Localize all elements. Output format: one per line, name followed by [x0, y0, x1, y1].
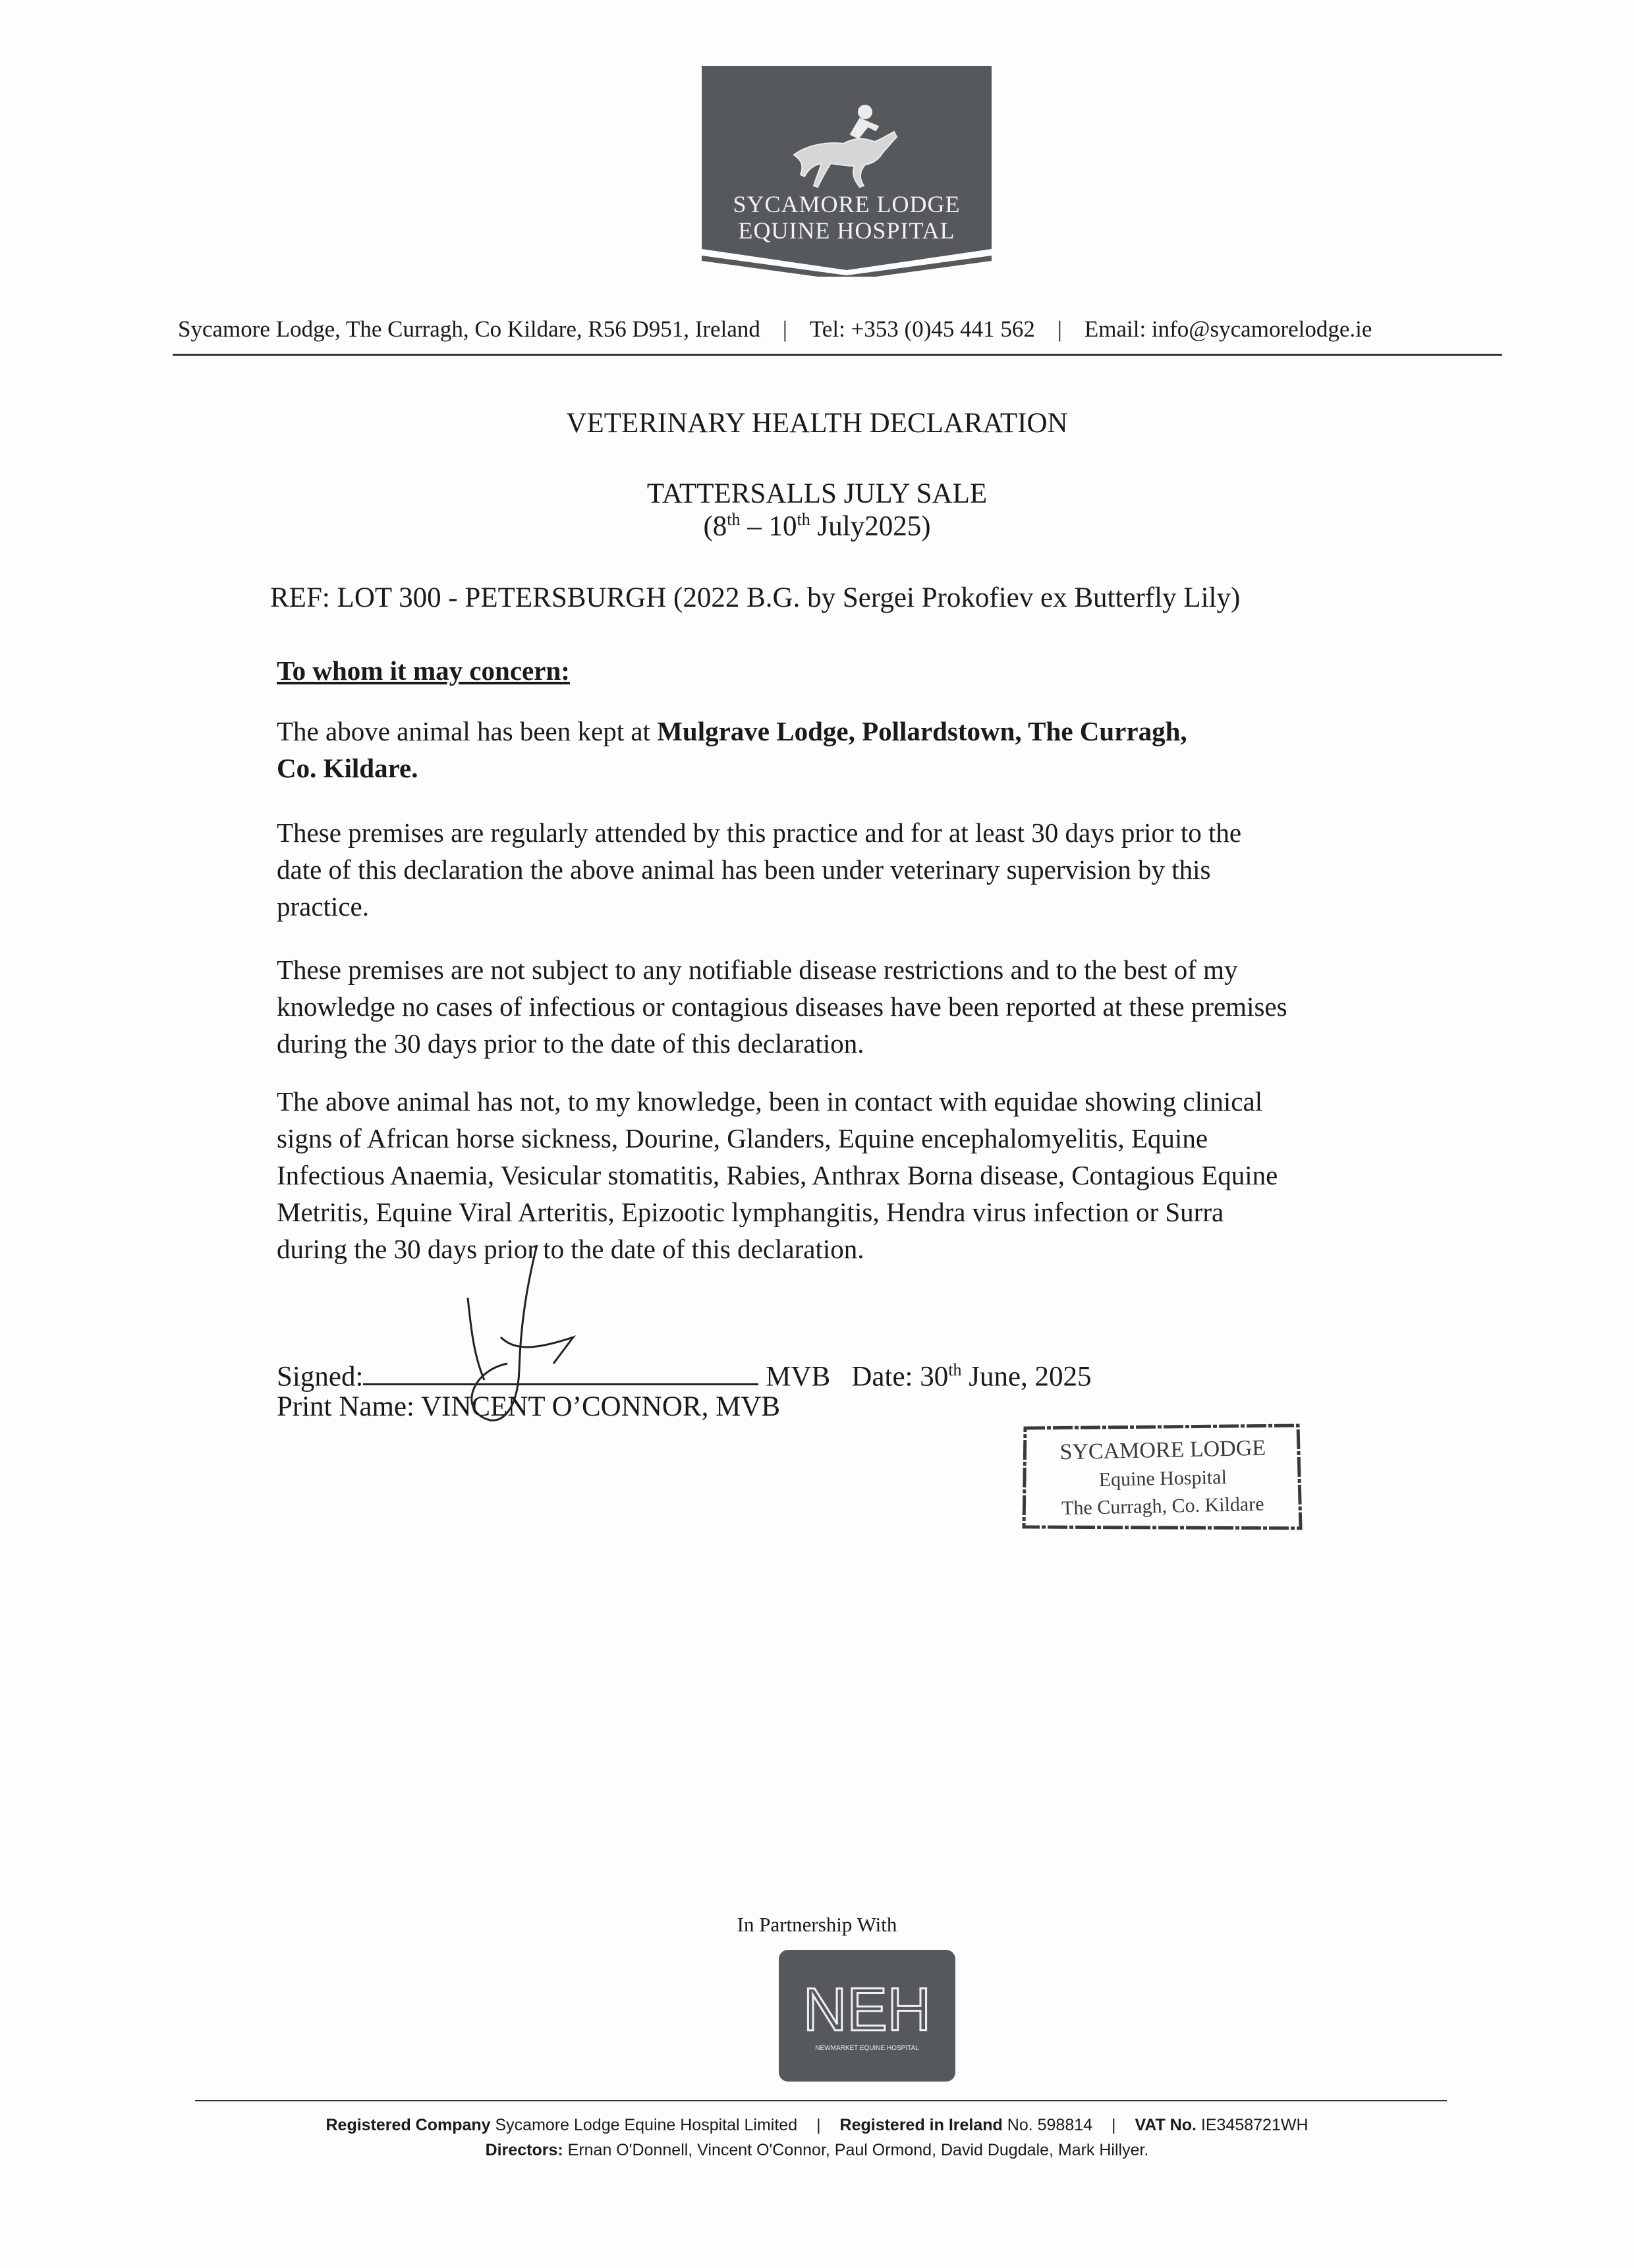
lot-reference: REF: LOT 300 - PETERSBURGH (2022 B.G. by Sergei Prokofiev ex Butterfly Lily): [270, 582, 1241, 613]
partnership-label: In Partnership With: [737, 1913, 897, 1936]
paragraph-restrictions: These premises are not subject to any notifiable disease restrictions and to the best of my knowledge no cases of infectious or contagious diseases have been reported at these premises during the 30 days prior to the date of this declaration.: [277, 954, 1287, 1059]
paragraph-premises: The above animal has been kept at Mulgrave Lodge, Pollardstown, The Curragh, Co. Kildare.: [277, 716, 1187, 783]
practice-stamp: [1021, 1423, 1305, 1532]
svg-text:Equine Hospital: Equine Hospital: [1098, 1466, 1227, 1491]
letterhead-contact-line: [178, 316, 1509, 343]
paragraph-supervision: These premises are regularly attended by this practice and for at least 30 days prior to the date of this declaration the above animal has been under veterinary supervision by this practice.: [277, 817, 1242, 922]
paragraph-diseases: The above animal has not, to my knowledge, been in contact with equidae showing clinical signs of African horse sickness, Dourine, Glanders, Equine encephalomyelitis, Equine Infectious Anaemia, Vesicular stomatitis, Rabies, Anthrax Borna disease, Contagious Equine Metritis, Equine Viral Arteritis, Epizootic lymphangitis, Hendra virus infection or Surra during the 30 days prior to the date of this declaration.: [277, 1086, 1278, 1264]
header-rule: [173, 354, 1502, 356]
footer-rule: [195, 2100, 1447, 2101]
svg-text:SYCAMORE LODGE: SYCAMORE LODGE: [1059, 1435, 1266, 1465]
sale-dates: (8th – 10th July2025): [703, 510, 931, 542]
neh-logo: [779, 1950, 955, 2082]
sale-name: TATTERSALLS JULY SALE: [646, 478, 988, 509]
salutation: To whom it may concern:: [277, 655, 570, 686]
print-name: Print Name: VINCENT O’CONNOR, MVB: [277, 1391, 781, 1422]
email-link[interactable]: Email: info@sycamorelodge.ie: [1084, 316, 1372, 342]
logo-line2: EQUINE HOSPITAL: [738, 217, 955, 244]
logo-line1: SYCAMORE LODGE: [733, 191, 961, 217]
signed-line: Signed: MVB Date: 30th June, 2025: [277, 1360, 1092, 1393]
svg-text:NEH: NEH: [803, 1976, 932, 2043]
footer-directors: Directors: Ernan O'Donnell, Vincent O'Connor, Paul Ormond, David Dugdale, Mark Hillyer.: [485, 2141, 1149, 2159]
document-title: VETERINARY HEALTH DECLARATION: [566, 408, 1068, 439]
separator: |: [782, 316, 787, 342]
separator: |: [1057, 316, 1062, 342]
footer-registration: Registered Company Sycamore Lodge Equine Hospital Limited | Registered in Ireland No. 598814 | VAT No. IE3458721WH: [325, 2116, 1309, 2134]
svg-text:NEWMARKET EQUINE HOSPITAL: NEWMARKET EQUINE HOSPITAL: [815, 2045, 919, 2052]
svg-text:The Curragh, Co. Kildare: The Curragh, Co. Kildare: [1061, 1493, 1264, 1520]
telephone-text: Tel: +353 (0)45 441 562: [809, 316, 1035, 342]
address-text: Sycamore Lodge, The Curragh, Co Kildare, R56 D951, Ireland: [178, 316, 760, 342]
hospital-logo: [702, 66, 992, 277]
handwritten-signature: [422, 1238, 619, 1449]
